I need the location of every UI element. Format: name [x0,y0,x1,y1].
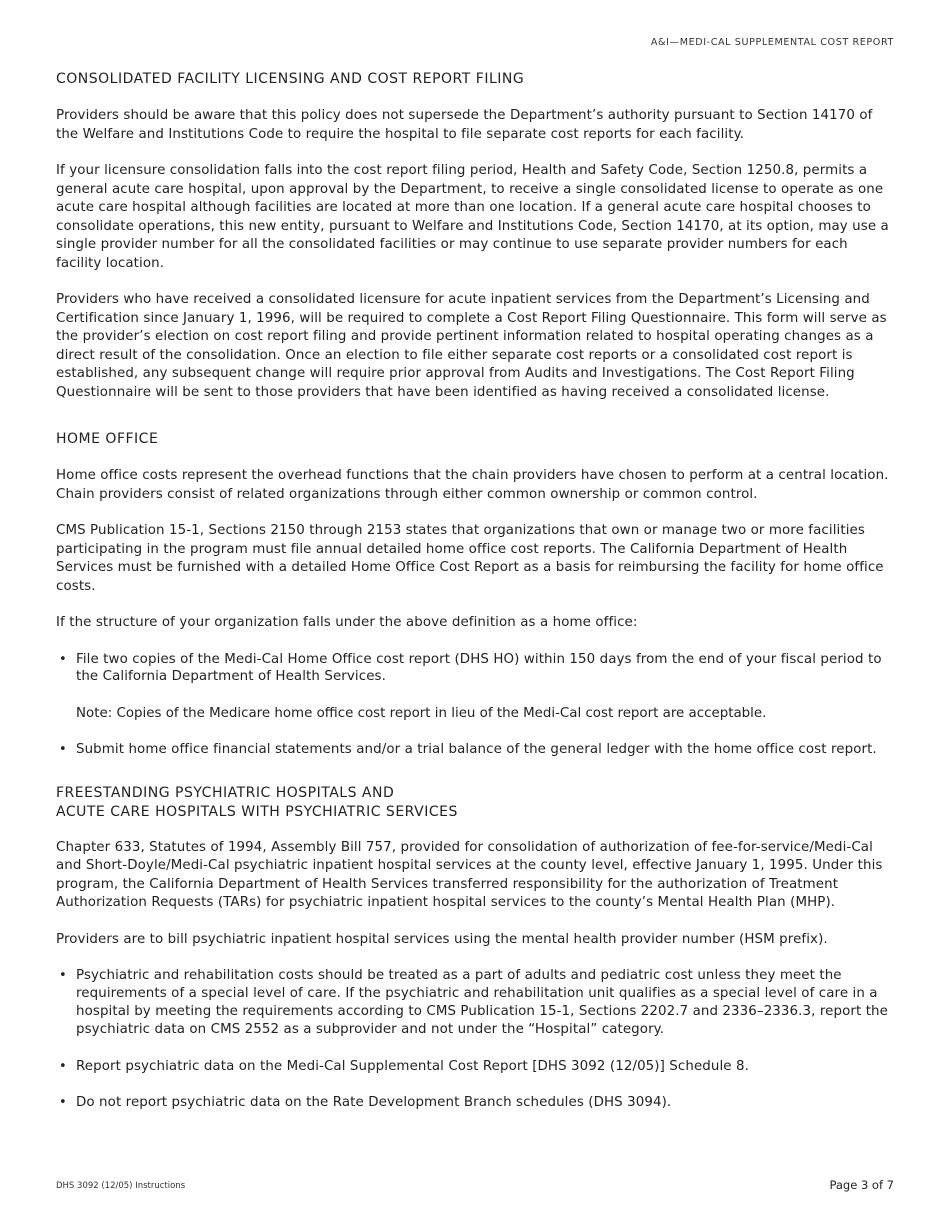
list-item [56,1058,896,1076]
heading-line: FREESTANDING PSYCHIATRIC HOSPITALS AND [56,784,395,801]
running-header: A&I—MEDI-CAL SUPPLEMENTAL COST REPORT [650,37,894,48]
paragraph: CMS Publication 15-1, Sections 2150 through 2153 states that organizations that own or manage two or more facilities participating in the program must file annual detailed home office cost reports. The California Department of Health Services must be furnished with a detailed Home Office Cost Report as a basis for reimbursing the facility for home office costs. [56,523,884,594]
paragraph: Providers should be aware that this policy does not supersede the Department’s authority pursuant to Section 14170 of the Welfare and Institutions Code to require the hospital to file separate cost reports for each facility. [56,108,873,142]
bullet-icon: • [59,651,67,667]
form-id: DHS 3092 (12/05) Instructions [56,1181,186,1191]
list-item [56,967,896,1038]
list-item-text: Submit home office financial statements and/or a trial balance of the general ledger with the home office cost report. [76,742,877,758]
document-body [56,70,896,1131]
bullet-icon: • [59,742,67,758]
bullet-icon: • [59,968,67,984]
paragraph: Home office costs represent the overhead functions that the chain providers have chosen to perform at a central location. Chain providers consist of related organizations through either common ownership or common control. [56,468,889,502]
list-item [56,741,896,759]
page-number: Page 3 of 7 [829,1178,894,1192]
bullet-icon: • [59,1095,67,1111]
bullet-icon: • [59,1058,67,1074]
paragraph: Providers who have received a consolidated licensure for acute inpatient services from the Department’s Licensing and Certification since January 1, 1996, will be required to complete a Cost Report Filing Questionnaire. This form will serve as the provider’s election on cost report filing and provide pertinent information related to hospital operating changes as a direct result of the consolidation. Once an election to file either separate cost reports or a consolidated cost report is established, any subsequent change will require prior approval from Audits and Investigations. The Cost Report Filing Questionnaire will be sent to those providers that have been identified as having received a consolidated license. [56,292,887,400]
list-item [56,651,896,687]
paragraph: If your licensure consolidation falls into the cost report filing period, Health and Safety Code, Section 1250.8, permits a general acute care hospital, upon approval by the Department, to receive a single consolidated license to operate as one acute care hospital although facilities are located at more than one location. If a general acute care hospital chooses to consolidate operations, this new entity, pursuant to Welfare and Institutions Code, Section 14170, at its option, may use a single provider number for all the consolidated facilities or may continue to use separate provider numbers for each facility location. [56,163,889,271]
heading-line: ACUTE CARE HOSPITALS WITH PSYCHIATRIC SERVICES [56,803,458,820]
note: Note: Copies of the Medicare home office cost report in lieu of the Medi-Cal cost report are acceptable. [76,706,767,722]
paragraph: Chapter 633, Statutes of 1994, Assembly Bill 757, provided for consolidation of authorization of fee-for-service/Medi-Cal and Short-Doyle/Medi-Cal psychiatric inpatient hospital services at the county level, effective January 1, 1995. Under this program, the California Department of Health Services transferred responsibility for the authorization of Treatment Authorization Requests (TARs) for psychiatric inpatient hospital services to the county’s Mental Health Plan (MHP). [56,839,883,911]
section-heading-psychiatric [56,784,896,822]
list-item [56,1094,896,1112]
section-heading-consolidated: CONSOLIDATED FACILITY LICENSING AND COST REPORT FILING [56,71,525,87]
list-item-text: File two copies of the Medi-Cal Home Office cost report (DHS HO) within 150 days from the end of your fiscal period to the California Department of Health Services. [76,651,882,685]
list-item-text: Do not report psychiatric data on the Rate Development Branch schedules (DHS 3094). [76,1095,672,1111]
list-item-text: Report psychiatric data on the Medi-Cal Supplemental Cost Report [DHS 3092 (12/05)] Schedule 8. [76,1058,749,1074]
list-item-text: Psychiatric and rehabilitation costs should be treated as a part of adults and pediatric cost unless they meet the requirements of a special level of care. If the psychiatric and rehabilitation unit qualifies as a special level of care in a hospital by meeting the requirements according to CMS Publication 15-1, Sections 2202.7 and 2336–2336.3, report the psychiatric data on CMS 2552 as a subprovider and not under the “Hospital” category. [76,968,888,1037]
paragraph: If the structure of your organization falls under the above definition as a home office: [56,615,638,630]
section-heading-home-office: HOME OFFICE [56,431,159,447]
paragraph: Providers are to bill psychiatric inpatient hospital services using the mental health provider number (HSM prefix). [56,931,828,947]
